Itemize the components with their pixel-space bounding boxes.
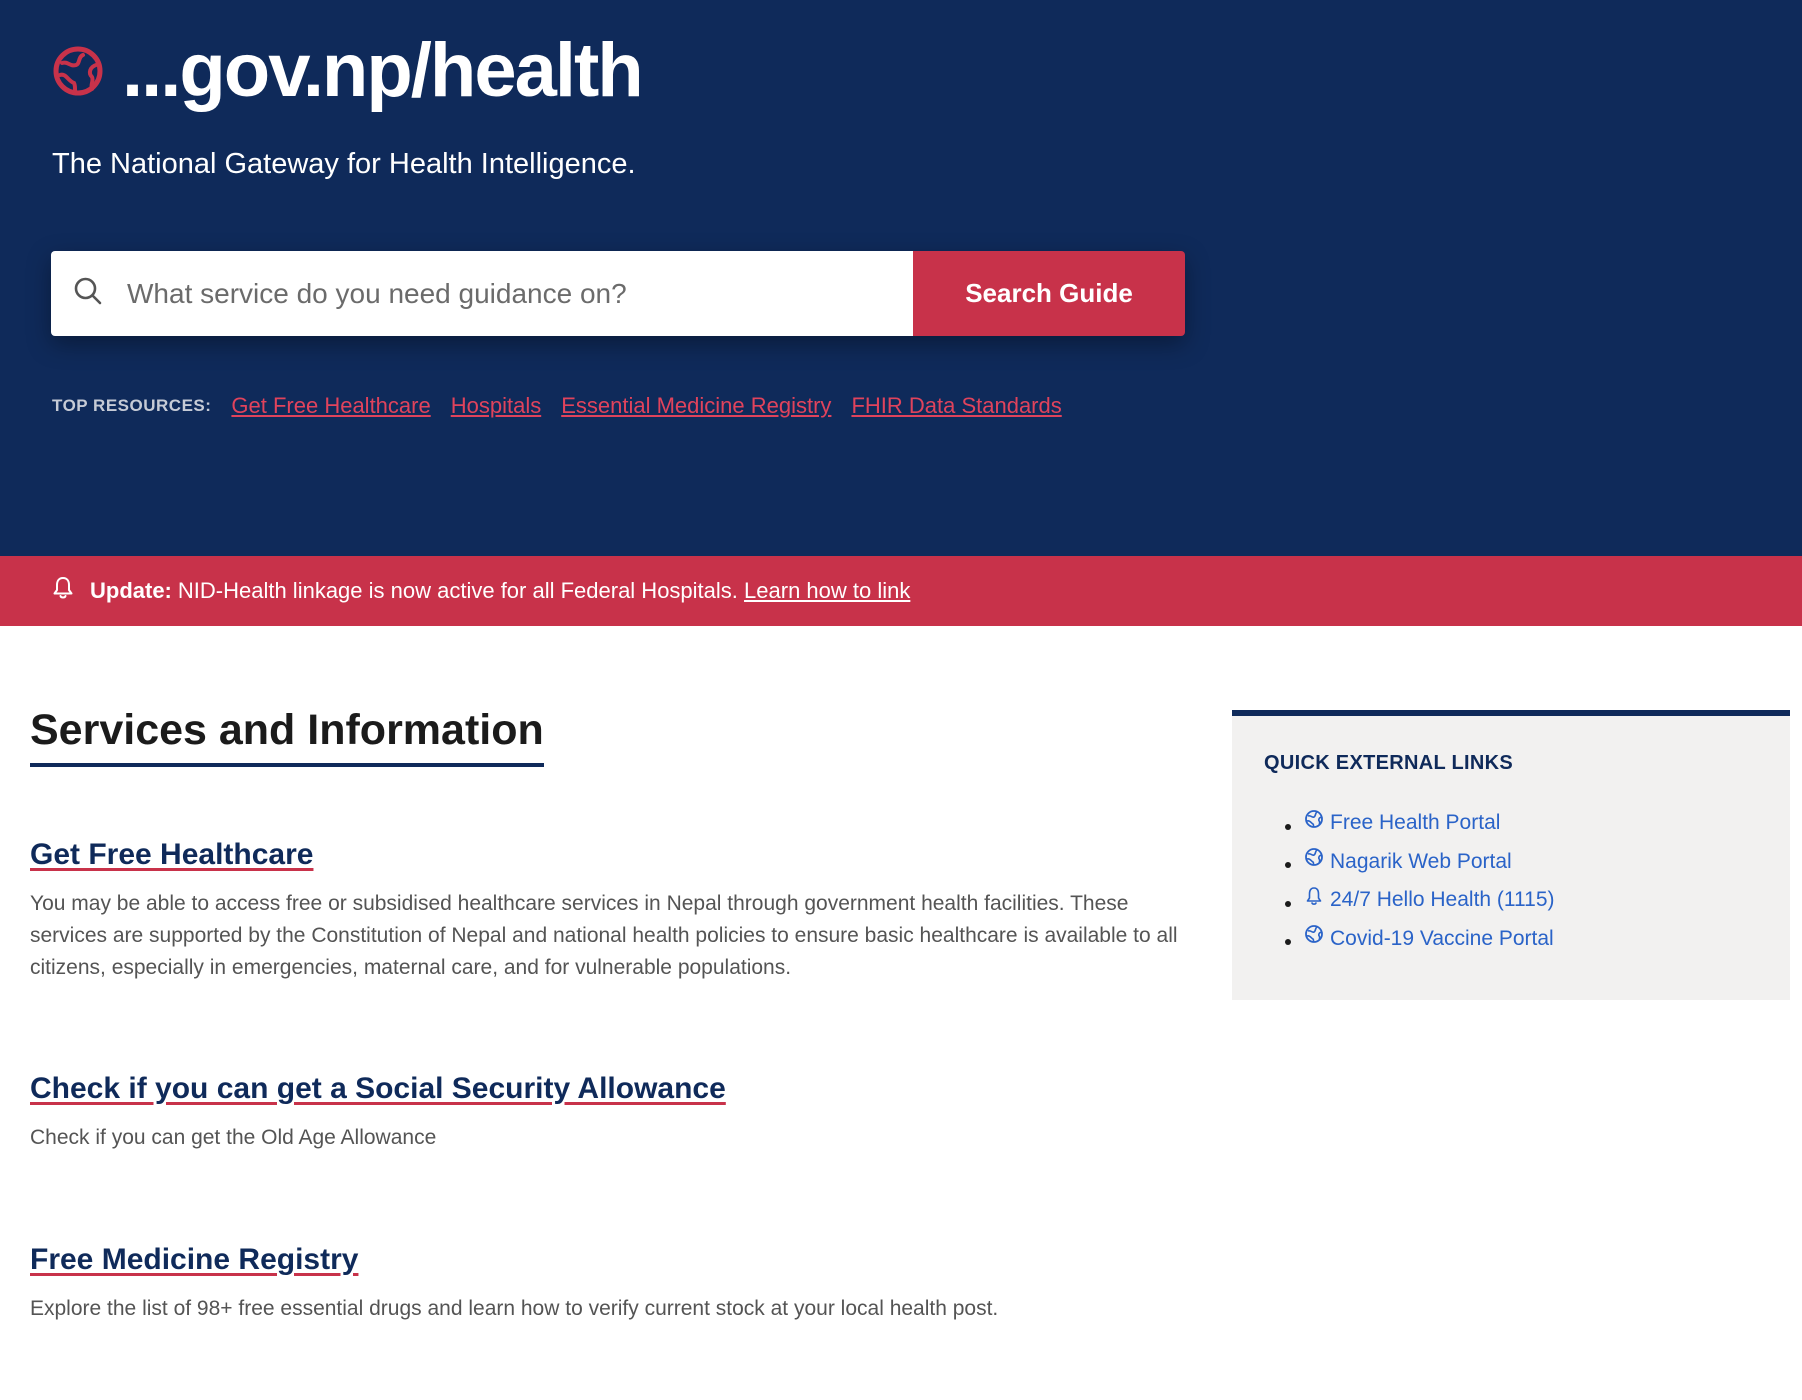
globe-icon	[1304, 847, 1324, 867]
services-heading: Services and Information	[30, 706, 544, 767]
alert-prefix: Update:	[90, 578, 172, 603]
search-field[interactable]	[51, 251, 913, 336]
quick-links-heading: QUICK EXTERNAL LINKS	[1264, 752, 1513, 774]
service-description: Check if you can get the Old Age Allowance	[30, 1126, 437, 1149]
site-title: ...gov.np/health	[122, 28, 642, 113]
top-resource-link-fhir[interactable]: FHIR Data Standards	[851, 393, 1062, 418]
site-tagline: The National Gateway for Health Intelligence.	[52, 148, 636, 180]
service-link-social-security-allowance[interactable]: Check if you can get a Social Security Allowance	[30, 1072, 726, 1105]
quick-link-free-health-portal[interactable]	[1304, 805, 1500, 840]
top-resource-link-hospitals[interactable]: Hospitals	[450, 393, 542, 418]
quick-links-list	[1264, 805, 1758, 959]
list-item	[1304, 805, 1758, 844]
service-title	[30, 1243, 1180, 1277]
top-resources	[52, 393, 1082, 419]
service-item	[30, 1072, 1180, 1154]
learn-how-to-link-link[interactable]: Learn how to link	[744, 578, 911, 603]
search-icon	[73, 276, 103, 311]
bell-icon	[1304, 886, 1324, 906]
service-description: Explore the list of 98+ free essential drugs and learn how to verify current stock at your local health post.	[30, 1297, 999, 1320]
globe-icon	[1304, 809, 1324, 829]
quick-link-label: • Covid-19 Vaccine Portal	[1330, 926, 1554, 950]
bell-icon	[52, 576, 90, 606]
service-item	[30, 1243, 1180, 1325]
search-guide-button[interactable]: Search Guide	[913, 251, 1185, 336]
top-resources-label: TOP RESOURCES:	[52, 396, 212, 415]
service-item	[30, 838, 1180, 984]
service-title	[30, 838, 1180, 872]
quick-links-panel	[1232, 710, 1790, 1000]
quick-link-covid-vaccine-portal[interactable]	[1304, 921, 1554, 956]
quick-link-label: • 24/7 Hello Health (1115)	[1330, 888, 1555, 911]
service-title	[30, 1072, 1180, 1106]
top-resource-link-free-healthcare[interactable]: Get Free Healthcare	[231, 393, 431, 418]
quick-link-label: • Nagarik Web Portal	[1330, 849, 1512, 873]
hero-banner	[0, 0, 1802, 556]
search-input[interactable]	[125, 277, 885, 311]
quick-link-label: • Free Health Portal	[1330, 811, 1501, 834]
service-link-free-medicine-registry[interactable]: Free Medicine Registry	[30, 1243, 359, 1276]
globe-icon	[1304, 924, 1324, 944]
search-bar	[51, 251, 1185, 336]
service-description: You may be able to access free or subsidised healthcare services in Nepal through government health facilities. These services are supported by the Constitution of Nepal and national health policies to ensure basic healthcare is available to all citizens, especially in emergencies, maternal care, and for vulnerable populations.	[30, 892, 1178, 979]
services-section	[30, 706, 1180, 1320]
site-brand[interactable]	[52, 26, 642, 116]
quick-link-nagarik-web-portal[interactable]	[1304, 844, 1512, 879]
alert-message: NID-Health linkage is now active for all Federal Hospitals.	[177, 578, 738, 603]
list-item	[1304, 921, 1758, 960]
list-item	[1304, 882, 1758, 921]
update-alert-banner	[0, 556, 1802, 626]
list-item	[1304, 844, 1758, 883]
service-link-free-healthcare[interactable]: Get Free Healthcare	[30, 838, 314, 871]
quick-link-hello-health[interactable]	[1304, 882, 1555, 917]
top-resource-link-medicine-registry[interactable]: Essential Medicine Registry	[561, 393, 832, 418]
globe-icon	[52, 45, 104, 97]
